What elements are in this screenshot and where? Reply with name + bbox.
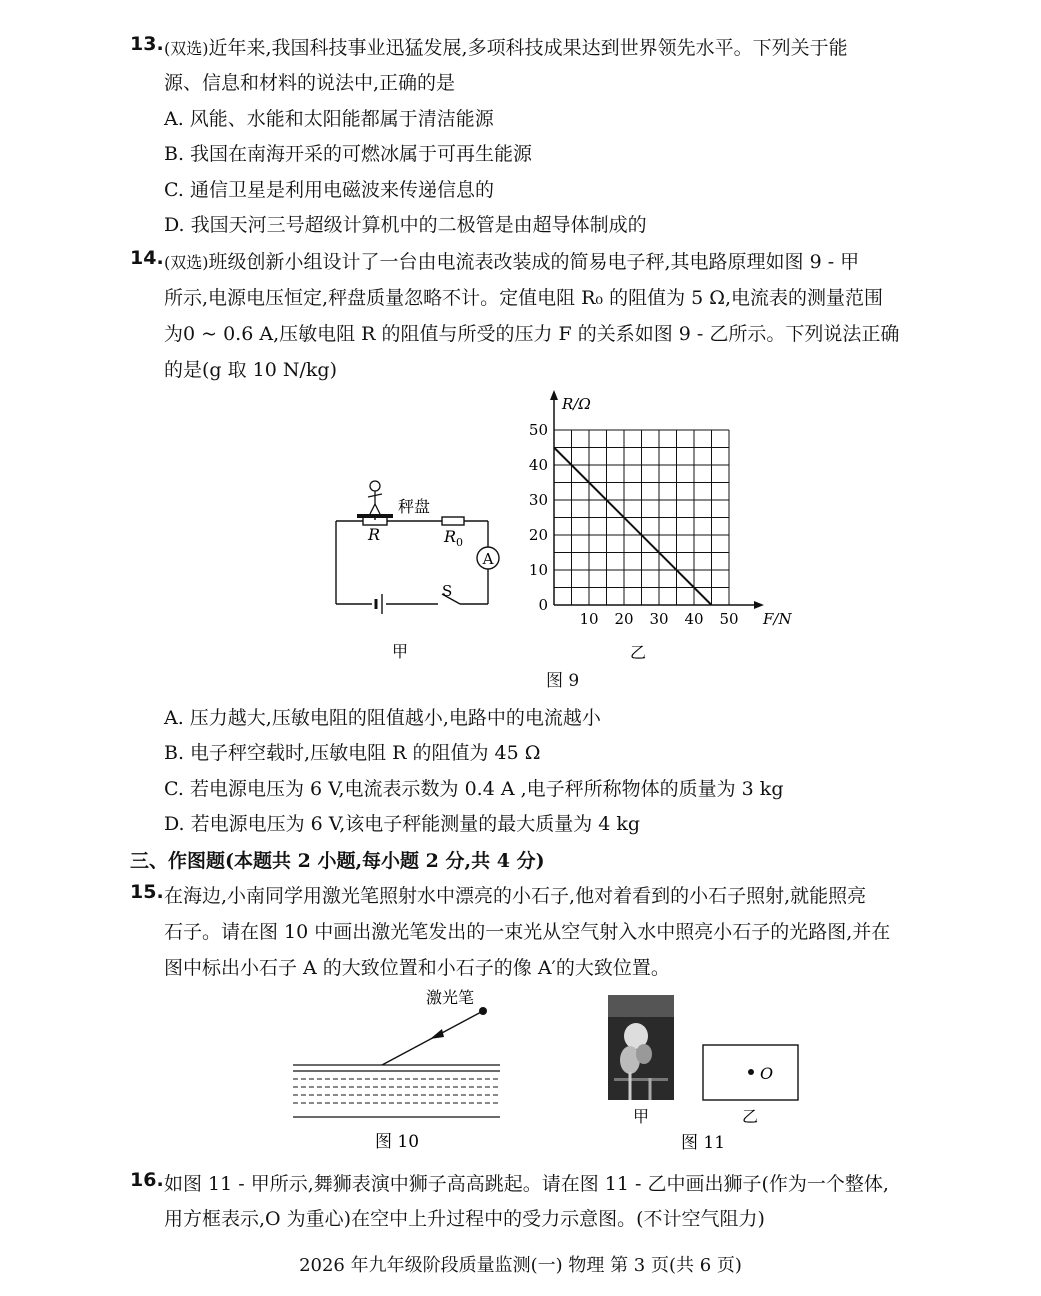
fig9-y-tick-label: 40 xyxy=(528,456,548,474)
q14-tag: (双选) xyxy=(164,253,209,272)
q16-line1: 如图 11 - 甲所示,舞狮表演中狮子高高跳起。请在图 11 - 乙中画出狮子(作为一个整体, xyxy=(164,1173,889,1195)
fig9-r0-sub: 0 xyxy=(456,536,464,549)
q13-line1 xyxy=(164,33,848,60)
fig9-switch-label: S xyxy=(442,582,453,600)
fig9-y-ticks xyxy=(529,421,548,614)
fig9-r0-label xyxy=(443,527,463,549)
page-footer: 2026 年九年级阶段质量监测(一) 物理 第 3 页(共 6 页) xyxy=(299,1255,742,1276)
q16-line2: 用方框表示,O 为重心)在空中上升过程中的受力示意图。(不计空气阻力) xyxy=(164,1208,765,1230)
q14-line3: 为0 ~ 0.6 A,压敏电阻 R 的阻值与所受的压力 F 的关系如图 9 - 乙所示。下列说法正确 xyxy=(164,323,900,345)
q14-option-b: B. 电子秤空载时,压敏电阻 R 的阻值为 45 Ω xyxy=(164,742,541,764)
fig11-o-label: O xyxy=(760,1064,774,1083)
q14-option-a: A. 压力越大,压敏电阻的阻值越小,电路中的电流越小 xyxy=(164,707,601,729)
q13-number: 13. xyxy=(130,33,164,55)
fig9-xlabel: F/N xyxy=(763,610,792,628)
fig9-grid xyxy=(554,430,729,605)
q13-option-c: C. 通信卫星是利用电磁波来传递信息的 xyxy=(164,179,494,201)
fig9-ylabel: R/Ω xyxy=(562,395,591,413)
q15-line2: 石子。请在图 10 中画出激光笔发出的一束光从空气射入水中照亮小石子的光路图,并在 xyxy=(164,921,891,943)
fig9-caption: 图 9 xyxy=(546,671,580,691)
fig9-y-tick-label: 30 xyxy=(528,491,548,509)
q14-line4: 的是(g 取 10 N/kg) xyxy=(164,359,337,381)
q13-option-b: B. 我国在南海开采的可燃冰属于可再生能源 xyxy=(164,143,533,165)
fig9-graph-caption: 乙 xyxy=(629,643,647,662)
q16-number: 16. xyxy=(130,1169,164,1191)
fig9-r0-letter: R xyxy=(444,527,457,546)
q15-line1: 在海边,小南同学用激光笔照射水中漂亮的小石子,他对着看到的小石子照射,就能照亮 xyxy=(164,885,867,907)
q14-number: 14. xyxy=(130,247,164,269)
fig9-circuit xyxy=(320,470,510,670)
fig9-pan-label: 秤盘 xyxy=(398,497,431,516)
fig9-x-tick-label: 20 xyxy=(614,610,634,628)
fig9-x-tick-label: 50 xyxy=(719,610,739,628)
fig9-y-tick-label: 50 xyxy=(528,421,548,439)
fig10-laser-label: 激光笔 xyxy=(425,988,475,1007)
fig11-jia-label: 甲 xyxy=(632,1107,650,1126)
fig9-circuit-caption: 甲 xyxy=(391,642,409,661)
q13-text1: 近年来,我国科技事业迅猛发展,多项科技成果达到世界领先水平。下列关于能 xyxy=(208,37,848,59)
fig9-x-tick-label: 30 xyxy=(649,610,669,628)
q14-option-c: C. 若电源电压为 6 V,电流表示数为 0.4 A ,电子秤所称物体的质量为 3 kg xyxy=(164,778,784,800)
q13-line2: 源、信息和材料的说法中,正确的是 xyxy=(164,72,456,94)
fig10-arrow-icon xyxy=(430,1029,444,1039)
q15-number: 15. xyxy=(130,881,164,903)
q14-line1 xyxy=(164,247,859,274)
q13-tag: (双选) xyxy=(164,39,209,58)
fig9-x-tick-label: 40 xyxy=(684,610,704,628)
fig9-y-tick-label: 10 xyxy=(528,561,548,579)
fig11-center-of-gravity xyxy=(748,1069,754,1075)
fig10 xyxy=(290,985,510,1155)
fig11-yi-label: 乙 xyxy=(741,1107,759,1126)
fig9-x-tick-label: 10 xyxy=(579,610,599,628)
fig11-caption: 图 11 xyxy=(680,1133,726,1153)
fig9-y-tick-label: 0 xyxy=(538,596,548,614)
q14-option-d: D. 若电源电压为 6 V,该电子秤能测量的最大质量为 4 kg xyxy=(164,813,641,835)
fig9-graph xyxy=(520,388,800,668)
fig9-y-arrow xyxy=(550,390,558,400)
fig9-r-label: R xyxy=(368,525,381,544)
q13-option-a: A. 风能、水能和太阳能都属于清洁能源 xyxy=(164,108,494,130)
q14-line2: 所示,电源电压恒定,秤盘质量忽略不计。定值电阻 R₀ 的阻值为 5 Ω,电流表的测量范围 xyxy=(164,287,884,309)
q15-line3: 图中标出小石子 A 的大致位置和小石子的像 A′的大致位置。 xyxy=(164,957,670,979)
fig9-x-ticks xyxy=(579,610,738,628)
fig9-ammeter-label: A xyxy=(482,550,494,568)
q13-option-d: D. 我国天河三号超级计算机中的二极管是由超导体制成的 xyxy=(164,214,647,236)
fig9-y-tick-label: 20 xyxy=(528,526,548,544)
fig9-series-line xyxy=(554,448,712,606)
section-3-title: 三、作图题(本题共 2 小题,每小题 2 分,共 4 分) xyxy=(130,850,545,872)
fig11 xyxy=(600,990,810,1155)
fig9-x-arrow xyxy=(754,601,764,609)
fig10-caption: 图 10 xyxy=(374,1132,420,1152)
q14-text1: 班级创新小组设计了一台由电流表改装成的简易电子秤,其电路原理如图 9 - 甲 xyxy=(208,251,860,273)
